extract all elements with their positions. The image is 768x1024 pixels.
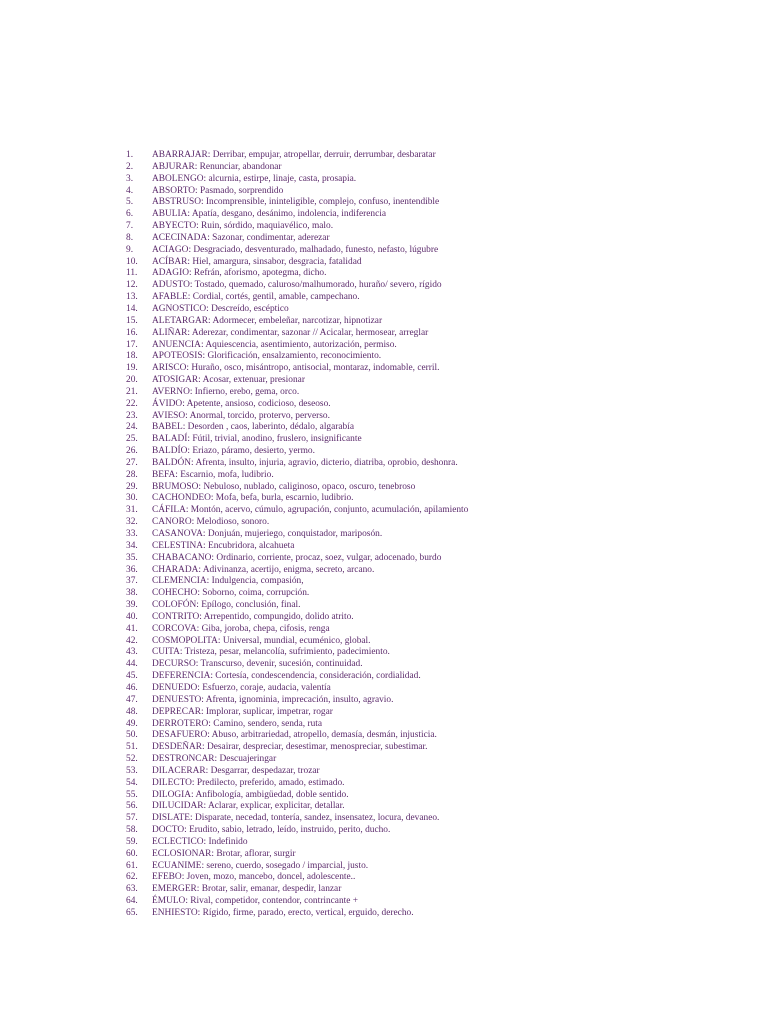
list-item [126, 221, 726, 233]
entry-definition: DISLATE: Disparate, necedad, tontería, sandez, insensatez, locura, devaneo. [152, 813, 440, 824]
list-item [126, 636, 726, 648]
entry-number: 15. [126, 315, 138, 326]
entry-definition: BALADÍ: Fútil, trivial, anodino, fruslero, insignificante [152, 434, 362, 445]
entry-definition: COLOFÓN: Epílogo, conclusión, final. [152, 600, 301, 611]
entry-number: 8. [126, 232, 134, 243]
entry-number: 50. [126, 730, 138, 741]
list-item [126, 908, 726, 920]
list-item [126, 754, 726, 766]
entry-definition: COSMOPOLITA: Universal, mundial, ecuménico, global. [152, 635, 371, 646]
list-item [126, 209, 726, 221]
entry-definition: ABJURAR: Renunciar, abandonar [152, 161, 282, 172]
entry-number: 46. [126, 682, 138, 693]
list-item [126, 446, 726, 458]
entry-definition: DECURSO: Transcurso, devenir, sucesión, continuidad. [152, 659, 363, 670]
list-item [126, 801, 726, 813]
entry-definition: ENHIESTO: Rígido, firme, parado, erecto, vertical, erguido, derecho. [152, 908, 414, 918]
entry-definition: DERROTERO: Camino, sendero, senda, ruta [152, 718, 323, 729]
entry-definition: EMERGER: Brotar, salir, emanar, despedir, lanzar [152, 884, 342, 895]
entry-number: 35. [126, 552, 138, 563]
entry-definition: APOTEOSIS: Glorificación, ensalzamiento, reconocimiento. [152, 351, 382, 362]
entry-number: 26. [126, 446, 138, 457]
entry-definition: AGNOSTICO: Descreído, escéptico [152, 303, 289, 314]
list-item [126, 624, 726, 636]
list-item [126, 292, 726, 304]
entry-definition: ACÍBAR: Hiel, amargura, sinsabor, desgracia, fatalidad [152, 256, 362, 267]
entry-number: 49. [126, 718, 138, 729]
entry-definition: AVIESO: Anormal, torcido, protervo, perverso. [152, 410, 330, 421]
entry-definition: ABARRAJAR: Derribar, empujar, atropellar, derruir, derrumbar, desbaratar [152, 150, 436, 160]
list-item [126, 647, 726, 659]
entry-number: 18. [126, 351, 138, 362]
entry-definition: DESAFUERO: Abuso, arbitrariedad, atropello, demasía, desmán, injusticia. [152, 730, 437, 741]
list-item [126, 150, 726, 162]
entry-number: 54. [126, 777, 138, 788]
entry-number: 19. [126, 363, 138, 374]
entry-definition: ABSTRUSO: Incomprensible, ininteligible, complejo, confuso, inentendible [152, 197, 440, 208]
list-item [126, 659, 726, 671]
entry-definition: ÁVIDO: Apetente, ansioso, codicioso, deseoso. [152, 398, 331, 409]
entry-number: 34. [126, 540, 138, 551]
entry-definition: ECUANIME: sereno, cuerdo, sosegado / imparcial, justo. [152, 860, 369, 871]
entry-definition: DESTRONCAR: Descuajeringar [152, 754, 277, 765]
entry-number: 44. [126, 659, 138, 670]
entry-definition: ATOSIGAR: Acosar, extenuar, presionar [152, 375, 305, 386]
entry-definition: COHECHO: Soborno, coima, corrupción. [152, 588, 310, 599]
list-item [126, 411, 726, 423]
entry-number: 36. [126, 564, 138, 575]
list-item [126, 884, 726, 896]
list-item [126, 351, 726, 363]
entry-definition: CASANOVA: Donjuán, mujeriego, conquistador, mariposón. [152, 529, 383, 539]
entry-definition: ECLOSIONAR: Brotar, aflorar, surgir [152, 848, 296, 859]
entry-number: 17. [126, 339, 138, 350]
entry-number: 32. [126, 517, 138, 528]
entry-number: 28. [126, 469, 138, 480]
entry-definition: BRUMOSO: Nebuloso, nublado, caliginoso, opaco, oscuro, tenebroso [152, 481, 416, 492]
list-item [126, 671, 726, 683]
entry-definition: BALDÍO: Eriazo, páramo, desierto, yermo. [152, 446, 315, 457]
entry-definition: ARISCO: Huraño, osco, misántropo, antisocial, montaraz, indomable, cerril. [152, 363, 440, 374]
entry-definition: CORCOVA: Giba, joroba, chepa, cifosis, renga [152, 623, 330, 634]
list-item [126, 849, 726, 861]
entry-definition: BABEL: Desorden , caos, laberinto, dédalo, algarabía [152, 422, 355, 433]
entry-number: 39. [126, 600, 138, 611]
entry-definition: ABULIA: Apatía, desgano, desánimo, indolencia, indiferencia [152, 209, 387, 220]
entry-number: 27. [126, 457, 138, 468]
entry-definition: CONTRITO: Arrepentido, compungido, dolido atrito. [152, 611, 354, 622]
list-item [126, 162, 726, 174]
entry-number: 61. [126, 860, 138, 871]
entry-number: 5. [126, 197, 134, 208]
entry-number: 38. [126, 588, 138, 599]
list-item [126, 280, 726, 292]
entry-definition: BEFA: Escarnio, mofa, ludibrio. [152, 469, 274, 480]
list-item [126, 837, 726, 849]
entry-definition: AVERNO: Infierno, erebo, gema, orco. [152, 386, 300, 397]
entry-definition: DENUEDO: Esfuerzo, coraje, audacia, valentía [152, 682, 331, 693]
entry-definition: CHABACANO: Ordinario, corriente, procaz, soez, vulgar, adocenado, burdo [152, 552, 442, 563]
entry-number: 11. [126, 268, 138, 279]
list-item [126, 482, 726, 494]
entry-number: 52. [126, 754, 138, 765]
entry-number: 58. [126, 825, 138, 836]
entry-definition: DOCTO: Erudito, sabio, letrado, leído, instruido, perito, ducho. [152, 825, 391, 836]
synonym-list [126, 150, 726, 920]
list-item [126, 683, 726, 695]
entry-number: 40. [126, 611, 138, 622]
entry-definition: ABSORTO: Pasmado, sorprendido [152, 185, 284, 196]
entry-number: 16. [126, 327, 138, 338]
entry-definition: ABYECTO: Ruin, sórdido, maquiavélico, malo. [152, 221, 334, 232]
entry-number: 3. [126, 173, 134, 184]
list-item [126, 257, 726, 269]
entry-number: 12. [126, 280, 138, 291]
entry-number: 6. [126, 209, 134, 220]
list-item [126, 529, 726, 541]
entry-number: 7. [126, 221, 134, 232]
entry-number: 63. [126, 884, 138, 895]
entry-number: 53. [126, 765, 138, 776]
entry-number: 30. [126, 493, 138, 504]
list-item [126, 600, 726, 612]
entry-definition: DENUESTO: Afrenta, ignominia, imprecación, insulto, agravio. [152, 694, 394, 705]
list-item [126, 505, 726, 517]
list-item [126, 186, 726, 198]
list-item [126, 363, 726, 375]
entry-number: 22. [126, 398, 138, 409]
entry-definition: ÉMULO: Rival, competidor, contendor, contrincante + [152, 896, 359, 907]
list-item [126, 730, 726, 742]
list-item [126, 434, 726, 446]
list-item [126, 340, 726, 352]
list-item [126, 493, 726, 505]
list-item [126, 872, 726, 884]
entry-number: 4. [126, 185, 134, 196]
entry-definition: CUITA: Tristeza, pesar, melancolía, sufrimiento, padecimiento. [152, 647, 390, 658]
list-item [126, 612, 726, 624]
list-item [126, 576, 726, 588]
entry-number: 10. [126, 256, 138, 267]
list-item [126, 245, 726, 257]
entry-number: 45. [126, 671, 138, 682]
list-item [126, 861, 726, 873]
list-item [126, 268, 726, 280]
list-item [126, 197, 726, 209]
entry-number: 60. [126, 848, 138, 859]
list-item [126, 553, 726, 565]
list-item [126, 387, 726, 399]
list-item [126, 458, 726, 470]
entry-definition: DILECTO: Predilecto, preferido, amado, estimado. [152, 777, 345, 788]
entry-number: 64. [126, 896, 138, 907]
entry-definition: ADUSTO: Tostado, quemado, caluroso/malhumorado, huraño/ severo, rígido [152, 280, 442, 291]
entry-number: 29. [126, 481, 138, 492]
entry-definition: CELESTINA: Encubridora, alcahueta [152, 540, 295, 551]
entry-definition: BALDÓN: Afrenta, insulto, injuria, agravio, dicterio, diatriba, oprobio, deshonra. [152, 457, 458, 468]
list-item [126, 316, 726, 328]
list-item [126, 304, 726, 316]
list-item [126, 470, 726, 482]
list-item [126, 825, 726, 837]
entry-number: 23. [126, 410, 138, 421]
list-item [126, 517, 726, 529]
entry-definition: CÁFILA: Montón, acervo, cúmulo, agrupación, conjunto, acumulación, apilamiento [152, 505, 469, 516]
entry-number: 24. [126, 422, 138, 433]
list-item [126, 813, 726, 825]
entry-number: 37. [126, 576, 138, 587]
entry-definition: AFABLE: Cordial, cortés, gentil, amable, campechano. [152, 292, 360, 303]
entry-number: 9. [126, 244, 134, 255]
entry-definition: DEPRECAR: Implorar, suplicar, impetrar, rogar [152, 706, 333, 717]
entry-definition: CHARADA: Adivinanza, acertijo, enigma, secreto, arcano. [152, 564, 375, 575]
entry-number: 48. [126, 706, 138, 717]
entry-number: 56. [126, 801, 138, 812]
entry-number: 1. [126, 150, 134, 160]
entry-number: 25. [126, 434, 138, 445]
list-item [126, 742, 726, 754]
entry-definition: ANUENCIA: Aquiescencia, asentimiento, autorización, permiso. [152, 339, 397, 350]
entry-number: 33. [126, 529, 138, 539]
list-item [126, 174, 726, 186]
list-item [126, 233, 726, 245]
list-item [126, 588, 726, 600]
list-item [126, 790, 726, 802]
entry-definition: ABOLENGO: alcurnia, estirpe, linaje, casta, prosapia. [152, 173, 357, 184]
entry-number: 55. [126, 789, 138, 800]
entry-number: 51. [126, 742, 138, 753]
entry-number: 31. [126, 505, 138, 516]
entry-number: 43. [126, 647, 138, 658]
entry-definition: ADAGIO: Refrán, aforismo, apotegma, dicho. [152, 268, 327, 279]
entry-definition: EFEBO: Joven, mozo, mancebo, doncel, adolescente.. [152, 872, 356, 883]
entry-definition: CANORO: Melodioso, sonoro. [152, 517, 270, 528]
entry-number: 57. [126, 813, 138, 824]
list-item [126, 541, 726, 553]
entry-definition: ALETARGAR: Adormecer, embeleñar, narcotizar, hipnotizar [152, 315, 383, 326]
entry-number: 20. [126, 375, 138, 386]
entry-definition: ECLECTICO: Indefinido [152, 836, 248, 847]
entry-definition: ACIAGO: Desgraciado, desventurado, malhadado, funesto, nefasto, lúgubre [152, 244, 439, 255]
entry-number: 47. [126, 694, 138, 705]
entry-number: 2. [126, 161, 134, 172]
list-item [126, 896, 726, 908]
list-item [126, 766, 726, 778]
entry-number: 13. [126, 292, 138, 303]
list-item [126, 719, 726, 731]
entry-definition: DESDEÑAR: Desairar, despreciar, desestimar, menospreciar, subestimar. [152, 742, 428, 753]
entry-definition: ALIÑAR: Aderezar, condimentar, sazonar // Acicalar, hermosear, arreglar [152, 327, 429, 338]
entry-number: 65. [126, 908, 138, 918]
entry-number: 41. [126, 623, 138, 634]
entry-definition: DILACERAR: Desgarrar, despedazar, trozar [152, 765, 320, 776]
entry-definition: DILUCIDAR: Aclarar, explicar, explicitar, detallar. [152, 801, 345, 812]
entry-number: 59. [126, 836, 138, 847]
entry-number: 21. [126, 386, 138, 397]
list-item [126, 375, 726, 387]
entry-definition: ACECINADA: Sazonar, condimentar, aderezar [152, 232, 330, 243]
list-item [126, 695, 726, 707]
list-item [126, 707, 726, 719]
list-item [126, 778, 726, 790]
entry-definition: CLEMENCIA: Indulgencia, compasión, [152, 576, 304, 587]
list-item [126, 328, 726, 340]
entry-number: 42. [126, 635, 138, 646]
entry-definition: CACHONDEO: Mofa, befa, burla, escarnio, ludibrio. [152, 493, 354, 504]
list-item [126, 399, 726, 411]
entry-number: 14. [126, 303, 138, 314]
entry-definition: DEFERENCIA: Cortesía, condescendencia, consideración, cordialidad. [152, 671, 421, 682]
list-item [126, 565, 726, 577]
list-item [126, 422, 726, 434]
entry-number: 62. [126, 872, 138, 883]
entry-definition: DILOGIA: Anfibología, ambigüedad, doble sentido. [152, 789, 349, 800]
